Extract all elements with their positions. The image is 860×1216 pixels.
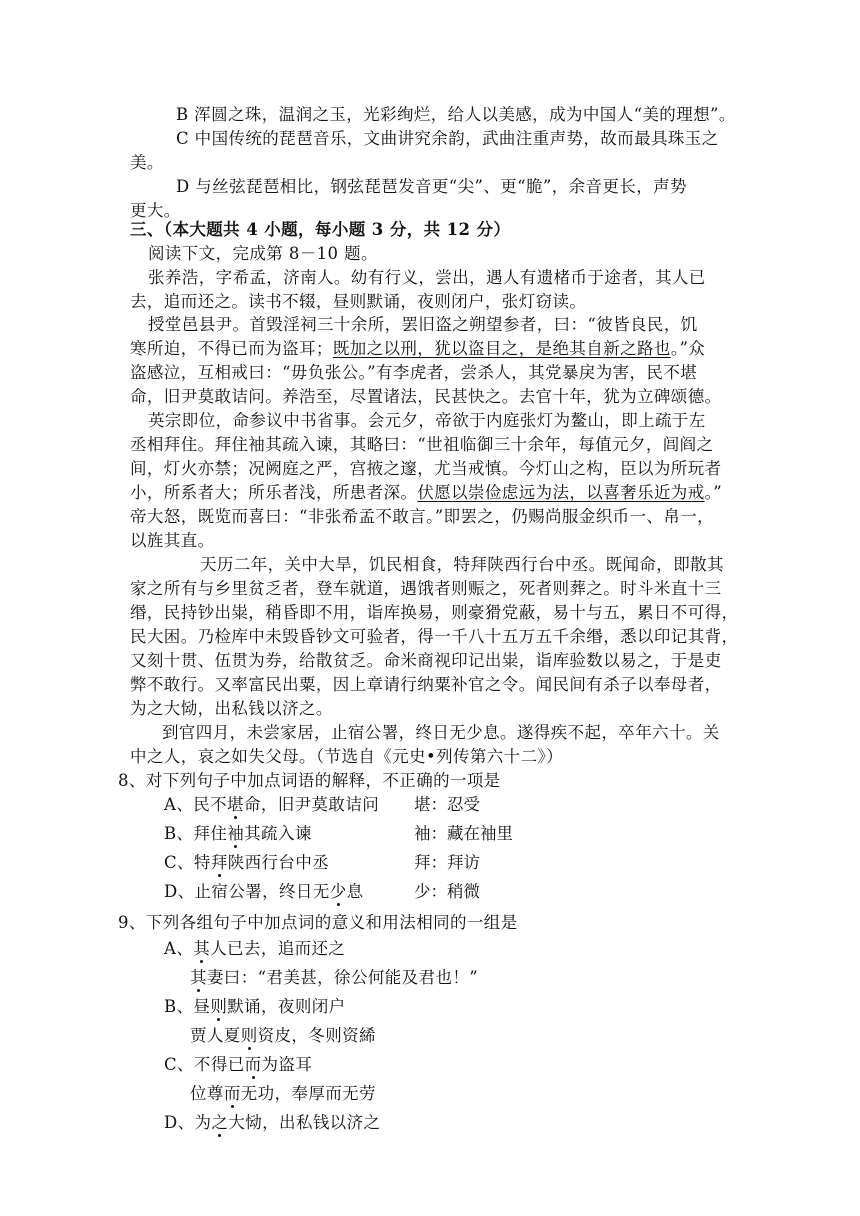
prev-option-c-line2: 美。 — [130, 153, 164, 172]
q8-option-a-gloss: 堪：忍受 — [414, 795, 480, 814]
q9-option-a-line1 — [164, 937, 345, 961]
q8-option-c-gloss: 拜：拜访 — [414, 853, 480, 872]
option-text: 陕西行台中丞 — [227, 853, 330, 872]
option-text: 贾人夏 — [190, 1026, 241, 1045]
passage-line: 去，追而还之。读书不辍，昼则默诵，夜则闭户，张灯窃读。 — [130, 292, 587, 311]
section-instruction: 阅读下文，完成第 8－10 题。 — [148, 244, 378, 263]
passage-line: 为之大恸，出私钱以济之。 — [130, 699, 333, 718]
dotted-word: 之 — [211, 1113, 229, 1132]
passage-line: 盗感泣，互相戒曰：“毋负张公。”有李虎者，尝杀人，其党暴戾为害，民不堪 — [130, 363, 698, 382]
passage-text: 。” — [704, 483, 723, 502]
passage-line: 天历二年，关中大旱，饥民相食，特拜陕西行台中丞。既闻命，即散其 — [200, 555, 724, 574]
prev-option-b: B 浑圆之珠，温润之玉，光彩绚烂，给人以美感，成为中国人“美的理想”。 — [176, 105, 736, 124]
passage-line-underlined — [130, 337, 705, 361]
q8-option-b-gloss: 袖：藏在袖里 — [414, 824, 513, 843]
passage-line: 民大困。乃检库中未毁昏钞文可验者，得一千八十五万五千余缗，悉以印记其背， — [130, 627, 739, 646]
dotted-word: 其 — [193, 939, 211, 958]
prev-option-d-line2: 更大。 — [130, 201, 181, 220]
q9-option-c-line1 — [164, 1053, 312, 1077]
option-text: 息 — [346, 882, 364, 901]
q8-option-d — [164, 880, 364, 904]
dotted-word: 少 — [329, 882, 347, 901]
dotted-word: 而 — [223, 1084, 241, 1103]
passage-line: 丞相拜住。拜住袖其疏入谏，其略曰：“世祖临御三十余年，每值元夕，闾阎之 — [130, 435, 714, 454]
option-text: A、 — [164, 939, 194, 958]
dotted-word: 其 — [190, 968, 207, 987]
passage-line-underlined — [130, 481, 722, 505]
option-text: 妻曰：“君美甚，徐公何能及君也！” — [206, 968, 479, 987]
dotted-word: 则 — [210, 997, 228, 1016]
dotted-word: 拜 — [210, 853, 228, 872]
option-text: 默诵，夜则闭户 — [227, 997, 346, 1016]
passage-text: 小，所系者大；所乐者浅，所患者深。 — [130, 483, 418, 502]
dotted-word: 袖 — [227, 824, 245, 843]
passage-line: 帝大怒，既览而喜曰：“非张希孟不敢言。”即罢之，仍赐尚服金织币一、帛一， — [130, 507, 715, 526]
passage-line: 张养浩，字希孟，济南人。幼有行义，尝出，遇人有遗楮币于途者，其人已 — [148, 268, 706, 287]
option-text: D、为 — [164, 1113, 212, 1132]
option-text: 为盗耳 — [261, 1055, 313, 1074]
option-text: B、昼 — [164, 997, 211, 1016]
passage-line: 中之人，哀之如失父母。（节选自《元史•列传第六十二》） — [130, 747, 564, 766]
passage-text: 。”众 — [670, 339, 706, 358]
question-8-stem: 8、对下列句子中加点词语的解释，不正确的一项是 — [118, 771, 501, 790]
prev-option-c-line1: C 中国传统的琵琶音乐，文曲讲究余韵，武曲注重声势，故而最具珠玉之 — [176, 129, 719, 148]
option-text: B、拜住 — [164, 824, 228, 843]
q9-option-b-line1 — [164, 995, 346, 1019]
dotted-word: 则 — [240, 1026, 258, 1045]
q8-option-c — [164, 851, 329, 875]
q9-option-b-line2 — [190, 1024, 376, 1048]
passage-line: 到官四月，未尝家居，止宿公署，终日无少息。遂得疾不起，卒年六十。关 — [162, 723, 720, 742]
dotted-word: 而 — [244, 1055, 262, 1074]
option-text: C、特 — [164, 853, 211, 872]
q8-option-a — [164, 793, 379, 817]
passage-line: 缗，民持钞出粜，稍昏即不用，诣库换易，则豪猾党蔽，易十与五，累日不可得， — [130, 603, 739, 622]
section-heading: 三、（本大题共 4 小题，每小题 3 分，共 12 分） — [130, 220, 511, 239]
option-text: 命，旧尹莫敢诘问 — [243, 795, 380, 814]
underlined-sentence: 伏愿以崇俭虑远为法，以喜奢乐近为戒 — [417, 483, 705, 502]
option-text: 人已去，追而还之 — [210, 939, 346, 958]
passage-line: 授堂邑县尹。首毁淫祠三十余所，罢旧盗之朔望参者，曰：“彼皆良民，饥 — [148, 315, 698, 334]
q8-option-d-gloss: 少：稍微 — [414, 882, 480, 901]
q9-option-d-line1 — [164, 1111, 380, 1135]
option-text: C、不得已 — [164, 1055, 245, 1074]
option-text: 资皮，冬则资絺 — [257, 1026, 376, 1045]
option-text: A、民不 — [164, 795, 228, 814]
passage-line: 家之所有与乡里贫乏者，登车就道，遇饿者则赈之，死者则葬之。时斗米直十三 — [130, 579, 722, 598]
passage-line: 间，灯火亦禁；况阙庭之严，宫掖之邃，尤当戒慎。今灯山之构，臣以为所玩者 — [130, 459, 722, 478]
passage-line: 命，旧尹莫敢诘问。养浩至，尽置诸法，民甚快之。去官十年，犹为立碑颂德。 — [130, 387, 722, 406]
q8-option-b — [164, 822, 312, 846]
passage-line: 又刻十贯、伍贯为券，给散贫乏。命米商视印记出粜，诣库验数以易之，于是吏 — [130, 651, 722, 670]
option-text: 无功，奉厚而无劳 — [240, 1084, 376, 1103]
q9-option-a-line2 — [190, 966, 478, 990]
option-text: 位尊 — [190, 1084, 224, 1103]
option-text: 其疏入谏 — [244, 824, 312, 843]
prev-option-d-line1: D 与丝弦琵琶相比，钢弦琵琶发音更“尖”、更“脆”，余音更长，声势 — [176, 177, 687, 196]
passage-line: 弊不敢行。又率富民出粟，因上章请行纳粟补官之令。闻民间有杀子以奉母者， — [130, 675, 722, 694]
question-9-stem: 9、下列各组句子中加点词的意义和用法相同的一组是 — [118, 913, 518, 932]
option-text: D、止宿公署，终日无 — [164, 882, 330, 901]
underlined-sentence: 既加之以刑，犹以盗目之，是绝其自新之路也 — [332, 339, 671, 358]
passage-line: 以旌其直。 — [130, 531, 215, 550]
passage-line: 英宗即位，命参议中书省事。会元夕，帝欲于内庭张灯为鳌山，即上疏于左 — [148, 411, 706, 430]
option-text: 大恸，出私钱以济之 — [228, 1113, 381, 1132]
dotted-word: 堪 — [227, 795, 244, 814]
passage-text: 寒所迫，不得已而为盗耳； — [130, 339, 333, 358]
q9-option-c-line2 — [190, 1082, 376, 1106]
